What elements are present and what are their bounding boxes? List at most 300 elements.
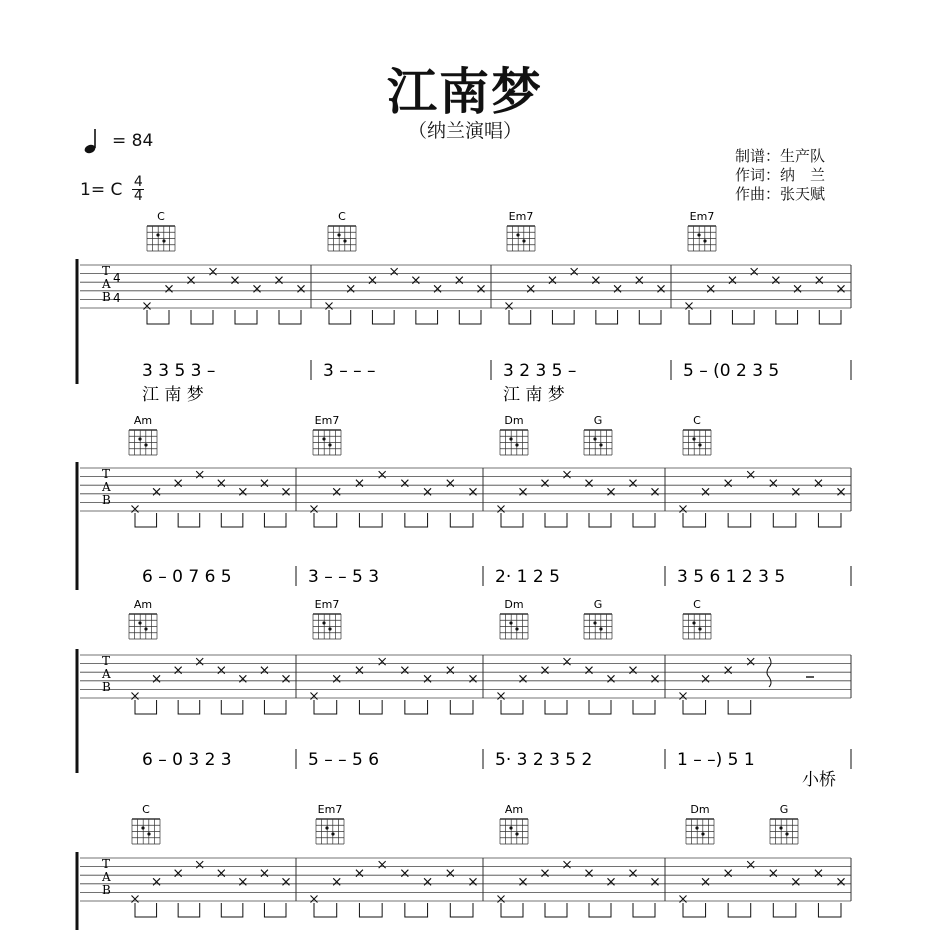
jianpu-measure: 5 – – 5 6 <box>308 750 380 770</box>
chord-name: Am <box>504 803 524 816</box>
beam-stem <box>589 700 611 714</box>
chord-finger-dot <box>703 239 706 242</box>
tab-note-mark <box>725 667 732 674</box>
tab-note-mark <box>261 480 268 487</box>
chord-name: Em7 <box>314 598 340 611</box>
chord-diagram <box>584 414 612 455</box>
chord-finger-dot <box>692 621 695 624</box>
tab-note-mark <box>298 285 305 292</box>
tab-note-mark <box>707 285 714 292</box>
beam-stem <box>819 310 841 324</box>
chord-finger-dot <box>328 627 331 630</box>
tab-note-mark <box>347 285 354 292</box>
beam-stem <box>191 310 213 324</box>
chord-finger-dot <box>695 826 698 829</box>
beam-stem <box>329 310 351 324</box>
tab-note-mark <box>792 488 799 495</box>
tab-letter: A <box>102 870 111 884</box>
chord-diagram <box>147 210 175 251</box>
tab-note-mark <box>470 675 477 682</box>
tab-note-mark <box>166 285 173 292</box>
tab-note-mark <box>838 878 845 885</box>
tab-letter: B <box>102 493 111 507</box>
beam-stem <box>359 513 382 527</box>
tab-note-mark <box>333 878 340 885</box>
beam-stem <box>818 903 841 917</box>
chord-finger-dot <box>515 443 518 446</box>
beam-stem <box>416 310 438 324</box>
jianpu-measure: 6 – 0 7 6 5 <box>142 567 232 587</box>
chord-name: G <box>593 598 603 611</box>
beam-stem <box>545 513 567 527</box>
chord-diagram <box>688 210 716 251</box>
tab-note-mark <box>369 277 376 284</box>
chord-diagram <box>500 598 528 639</box>
score-system <box>77 803 851 930</box>
tab-note-mark <box>564 658 571 665</box>
jianpu-measure: 3 – – – <box>323 361 376 381</box>
chord-finger-dot <box>509 826 512 829</box>
tab-note-mark <box>652 488 659 495</box>
tab-note-mark <box>680 506 687 513</box>
beam-stem <box>545 700 567 714</box>
chord-diagram <box>686 803 714 844</box>
tab-note-mark <box>702 675 709 682</box>
chord-name: Em7 <box>689 210 715 223</box>
beam-stem <box>264 700 286 714</box>
jianpu-measure: 1 – –) 5 1 <box>677 750 755 770</box>
tab-note-mark <box>549 277 556 284</box>
tab-note-mark <box>144 303 151 310</box>
beam-stem <box>689 310 711 324</box>
beam-stem <box>359 700 382 714</box>
beam-stem <box>776 310 798 324</box>
chord-finger-dot <box>328 443 331 446</box>
chord-finger-dot <box>599 443 602 446</box>
chord-diagram <box>500 803 528 844</box>
tab-note-mark <box>470 488 477 495</box>
tab-note-mark <box>379 861 386 868</box>
time-signature-bottom: 4 <box>133 188 143 204</box>
credit-arranger: 制谱：生产队 <box>735 147 826 165</box>
beam-stem <box>178 903 200 917</box>
chord-finger-dot <box>698 627 701 630</box>
chord-diagram <box>129 414 157 455</box>
tab-note-mark <box>401 870 408 877</box>
tab-note-mark <box>838 488 845 495</box>
beam-stem <box>818 513 841 527</box>
tab-note-mark <box>564 861 571 868</box>
chord-finger-dot <box>322 621 325 624</box>
tab-note-mark <box>326 303 333 310</box>
tab-note-mark <box>283 878 290 885</box>
beam-stem <box>732 310 754 324</box>
tab-letter: T <box>102 654 111 668</box>
tab-note-mark <box>520 488 527 495</box>
tab-note-mark <box>527 285 534 292</box>
jianpu-measure: 6 – 0 3 2 3 <box>142 750 232 770</box>
chord-finger-dot <box>138 437 141 440</box>
chord-diagram <box>770 803 798 844</box>
chord-name: Dm <box>504 414 524 427</box>
beam-stem <box>405 700 428 714</box>
chord-name: Em7 <box>314 414 340 427</box>
beam-stem <box>683 700 706 714</box>
beam-stem <box>372 310 394 324</box>
tab-note-mark <box>608 675 615 682</box>
tab-note-mark <box>747 861 754 868</box>
jianpu-measure: 5 – (0 2 3 5 <box>683 361 780 381</box>
tab-note-mark <box>132 896 139 903</box>
tab-note-mark <box>276 277 283 284</box>
chord-diagram <box>584 598 612 639</box>
beam-stem <box>178 513 200 527</box>
tab-note-mark <box>379 658 386 665</box>
lyric-line: 江 南 梦 <box>142 385 204 405</box>
beam-stem <box>314 903 337 917</box>
tab-note-mark <box>424 488 431 495</box>
beam-stem <box>264 903 286 917</box>
tab-note-mark <box>311 896 318 903</box>
tab-letter: A <box>102 667 111 681</box>
chord-finger-dot <box>141 826 144 829</box>
beam-stem <box>147 310 169 324</box>
tab-note-mark <box>816 277 823 284</box>
beam-stem <box>264 513 286 527</box>
tab-note-mark <box>680 896 687 903</box>
beam-stem <box>359 903 382 917</box>
chord-finger-dot <box>701 832 704 835</box>
tab-note-mark <box>261 870 268 877</box>
tab-note-mark <box>614 285 621 292</box>
tab-time-bottom: 4 <box>113 291 121 305</box>
score-system <box>77 598 851 790</box>
beam-stem <box>405 513 428 527</box>
chord-finger-dot <box>325 826 328 829</box>
tab-note-mark <box>153 675 160 682</box>
tab-note-mark <box>770 870 777 877</box>
tab-note-mark <box>232 277 239 284</box>
tab-note-mark <box>175 480 182 487</box>
chord-diagram <box>500 414 528 455</box>
beam-stem <box>178 700 200 714</box>
tab-note-mark <box>686 303 693 310</box>
tab-note-mark <box>478 285 485 292</box>
tab-note-mark <box>542 870 549 877</box>
beam-stem <box>728 700 751 714</box>
tab-note-mark <box>630 480 637 487</box>
beam-stem <box>633 903 655 917</box>
tab-note-mark <box>520 675 527 682</box>
chord-finger-dot <box>144 627 147 630</box>
beam-stem <box>450 513 473 527</box>
chord-diagram <box>507 210 535 251</box>
tab-note-mark <box>680 693 687 700</box>
tab-note-mark <box>772 277 779 284</box>
chord-finger-dot <box>599 627 602 630</box>
chord-finger-dot <box>138 621 141 624</box>
beam-stem <box>450 700 473 714</box>
beam-stem <box>633 700 655 714</box>
tab-note-mark <box>725 480 732 487</box>
tab-letter: T <box>102 857 111 871</box>
chord-name: C <box>338 210 346 223</box>
tab-note-mark <box>498 693 505 700</box>
song-title: 江南梦 <box>387 63 543 121</box>
beam-stem <box>773 513 796 527</box>
tab-note-mark <box>401 667 408 674</box>
tab-note-mark <box>239 878 246 885</box>
tab-note-mark <box>636 277 643 284</box>
tab-note-mark <box>751 268 758 275</box>
tab-note-mark <box>571 268 578 275</box>
beam-stem <box>501 700 523 714</box>
tab-note-mark <box>434 285 441 292</box>
chord-finger-dot <box>692 437 695 440</box>
tab-note-mark <box>210 268 217 275</box>
tab-note-mark <box>283 488 290 495</box>
chord-name: Am <box>133 598 153 611</box>
beam-stem <box>773 903 796 917</box>
chord-diagram <box>313 598 341 639</box>
tab-note-mark <box>424 878 431 885</box>
tab-note-mark <box>218 667 225 674</box>
chord-finger-dot <box>522 239 525 242</box>
tab-note-mark <box>283 675 290 682</box>
beam-stem <box>135 903 157 917</box>
tab-note-mark <box>770 480 777 487</box>
chord-name: G <box>779 803 789 816</box>
tab-note-mark <box>175 667 182 674</box>
chord-finger-dot <box>593 437 596 440</box>
tab-note-mark <box>188 277 195 284</box>
chord-finger-dot <box>156 233 159 236</box>
tab-note-mark <box>311 506 318 513</box>
beam-stem <box>683 513 706 527</box>
tab-note-mark <box>424 675 431 682</box>
tab-note-mark <box>794 285 801 292</box>
tab-note-mark <box>586 667 593 674</box>
jianpu-measure: 3 2 3 5 – <box>503 361 577 381</box>
chord-finger-dot <box>331 832 334 835</box>
beam-stem <box>545 903 567 917</box>
beam-stem <box>135 700 157 714</box>
tab-note-mark <box>470 878 477 885</box>
tab-note-mark <box>747 471 754 478</box>
jianpu-measure: 3 – – 5 3 <box>308 567 380 587</box>
tab-note-mark <box>725 870 732 877</box>
chord-finger-dot <box>343 239 346 242</box>
chord-finger-dot <box>144 443 147 446</box>
song-subtitle: （纳兰演唱） <box>407 120 522 142</box>
beam-stem <box>459 310 481 324</box>
tab-note-mark <box>196 861 203 868</box>
tab-note-mark <box>447 870 454 877</box>
tab-note-mark <box>702 878 709 885</box>
chord-finger-dot <box>516 233 519 236</box>
tab-letter: T <box>102 264 111 278</box>
tab-note-mark <box>630 667 637 674</box>
tab-note-mark <box>196 471 203 478</box>
key-text: 1= C <box>80 179 123 200</box>
chord-diagram <box>129 598 157 639</box>
tab-note-mark <box>412 277 419 284</box>
chord-diagram <box>683 414 711 455</box>
chord-finger-dot <box>322 437 325 440</box>
tab-note-mark <box>391 268 398 275</box>
tab-note-mark <box>311 693 318 700</box>
tab-note-mark <box>652 675 659 682</box>
beam-stem <box>235 310 257 324</box>
credit-lyricist: 作词：纳 兰 <box>735 166 826 184</box>
tab-note-mark <box>702 488 709 495</box>
beam-stem <box>589 903 611 917</box>
tab-note-mark <box>401 480 408 487</box>
tab-note-mark <box>608 488 615 495</box>
chord-name: Dm <box>504 598 524 611</box>
beam-stem <box>552 310 574 324</box>
tab-letter: B <box>102 290 111 304</box>
tab-time-top: 4 <box>113 271 121 285</box>
jianpu-measure: 3 5 6 1 2 3 5 <box>677 567 786 587</box>
tab-note-mark <box>586 870 593 877</box>
beam-stem <box>221 903 243 917</box>
chord-name: Am <box>133 414 153 427</box>
score-system <box>77 210 851 405</box>
tab-note-mark <box>838 285 845 292</box>
chord-finger-dot <box>785 832 788 835</box>
chord-finger-dot <box>337 233 340 236</box>
tab-note-mark <box>564 471 571 478</box>
chord-name: C <box>693 598 701 611</box>
tab-note-mark <box>218 870 225 877</box>
tab-note-mark <box>608 878 615 885</box>
tab-note-mark <box>356 480 363 487</box>
tab-letter: B <box>102 680 111 694</box>
tab-letter: T <box>102 467 111 481</box>
tab-note-mark <box>254 285 261 292</box>
credit-composer: 作曲：张天赋 <box>735 185 826 203</box>
tab-note-mark <box>447 667 454 674</box>
beam-stem <box>450 903 473 917</box>
tab-note-mark <box>506 303 513 310</box>
beam-stem <box>683 903 706 917</box>
tab-note-mark <box>586 480 593 487</box>
tab-note-mark <box>498 506 505 513</box>
tab-note-mark <box>196 658 203 665</box>
tab-letter: B <box>102 883 111 897</box>
tab-note-mark <box>356 870 363 877</box>
beam-stem <box>221 513 243 527</box>
time-signature-top: 4 <box>133 174 143 190</box>
beam-stem <box>314 513 337 527</box>
beam-stem <box>589 513 611 527</box>
tempo-value: = 84 <box>112 131 154 151</box>
chord-finger-dot <box>515 627 518 630</box>
beam-stem <box>633 513 655 527</box>
tab-note-mark <box>175 870 182 877</box>
beam-stem <box>135 513 157 527</box>
chord-finger-dot <box>162 239 165 242</box>
tab-note-mark <box>447 480 454 487</box>
chord-name: Dm <box>690 803 710 816</box>
chord-name: C <box>157 210 165 223</box>
tab-note-mark <box>652 878 659 885</box>
beam-stem <box>728 903 751 917</box>
tab-note-mark <box>747 658 754 665</box>
beam-stem <box>596 310 618 324</box>
tab-note-mark <box>356 667 363 674</box>
beam-stem <box>221 700 243 714</box>
tab-letter: A <box>102 277 111 291</box>
chord-finger-dot <box>779 826 782 829</box>
tab-note-mark <box>132 506 139 513</box>
tab-note-mark <box>379 471 386 478</box>
chord-diagram <box>316 803 344 844</box>
tab-note-mark <box>520 878 527 885</box>
tab-note-mark <box>658 285 665 292</box>
tab-note-mark <box>153 488 160 495</box>
lyric-line: 小桥 <box>802 770 836 790</box>
tab-note-mark <box>792 878 799 885</box>
beam-stem <box>314 700 337 714</box>
jianpu-measure: 3 3 5 3 – <box>142 361 216 381</box>
chord-diagram <box>683 598 711 639</box>
tab-note-mark <box>333 675 340 682</box>
beam-stem <box>501 513 523 527</box>
tab-note-mark <box>815 870 822 877</box>
beam-stem <box>501 903 523 917</box>
chord-diagram <box>328 210 356 251</box>
score-system <box>77 414 851 590</box>
tab-note-mark <box>218 480 225 487</box>
tab-note-mark <box>333 488 340 495</box>
chord-finger-dot <box>509 621 512 624</box>
chord-finger-dot <box>697 233 700 236</box>
tab-note-mark <box>132 693 139 700</box>
chord-diagram <box>313 414 341 455</box>
tab-note-mark <box>630 870 637 877</box>
tab-note-mark <box>153 878 160 885</box>
tab-note-mark <box>498 896 505 903</box>
tab-note-mark <box>542 480 549 487</box>
tab-letter: A <box>102 480 111 494</box>
tab-note-mark <box>261 667 268 674</box>
tab-note-mark <box>815 480 822 487</box>
chord-finger-dot <box>593 621 596 624</box>
chord-name: C <box>142 803 150 816</box>
tab-note-mark <box>239 675 246 682</box>
tab-note-mark <box>542 667 549 674</box>
jianpu-measure: 5· 3 2 3 5 2 <box>495 750 593 770</box>
chord-diagram <box>132 803 160 844</box>
beam-stem <box>405 903 428 917</box>
beam-stem <box>279 310 301 324</box>
chord-finger-dot <box>698 443 701 446</box>
chord-name: Em7 <box>508 210 534 223</box>
chord-finger-dot <box>515 832 518 835</box>
beam-stem <box>509 310 531 324</box>
jianpu-measure: 2· 1 2 5 <box>495 567 560 587</box>
beam-stem <box>728 513 751 527</box>
tab-note-mark <box>239 488 246 495</box>
chord-finger-dot <box>147 832 150 835</box>
chord-name: G <box>593 414 603 427</box>
lyric-line: 江 南 梦 <box>503 385 565 405</box>
tab-note-mark <box>592 277 599 284</box>
chord-name: C <box>693 414 701 427</box>
tab-note-mark <box>456 277 463 284</box>
